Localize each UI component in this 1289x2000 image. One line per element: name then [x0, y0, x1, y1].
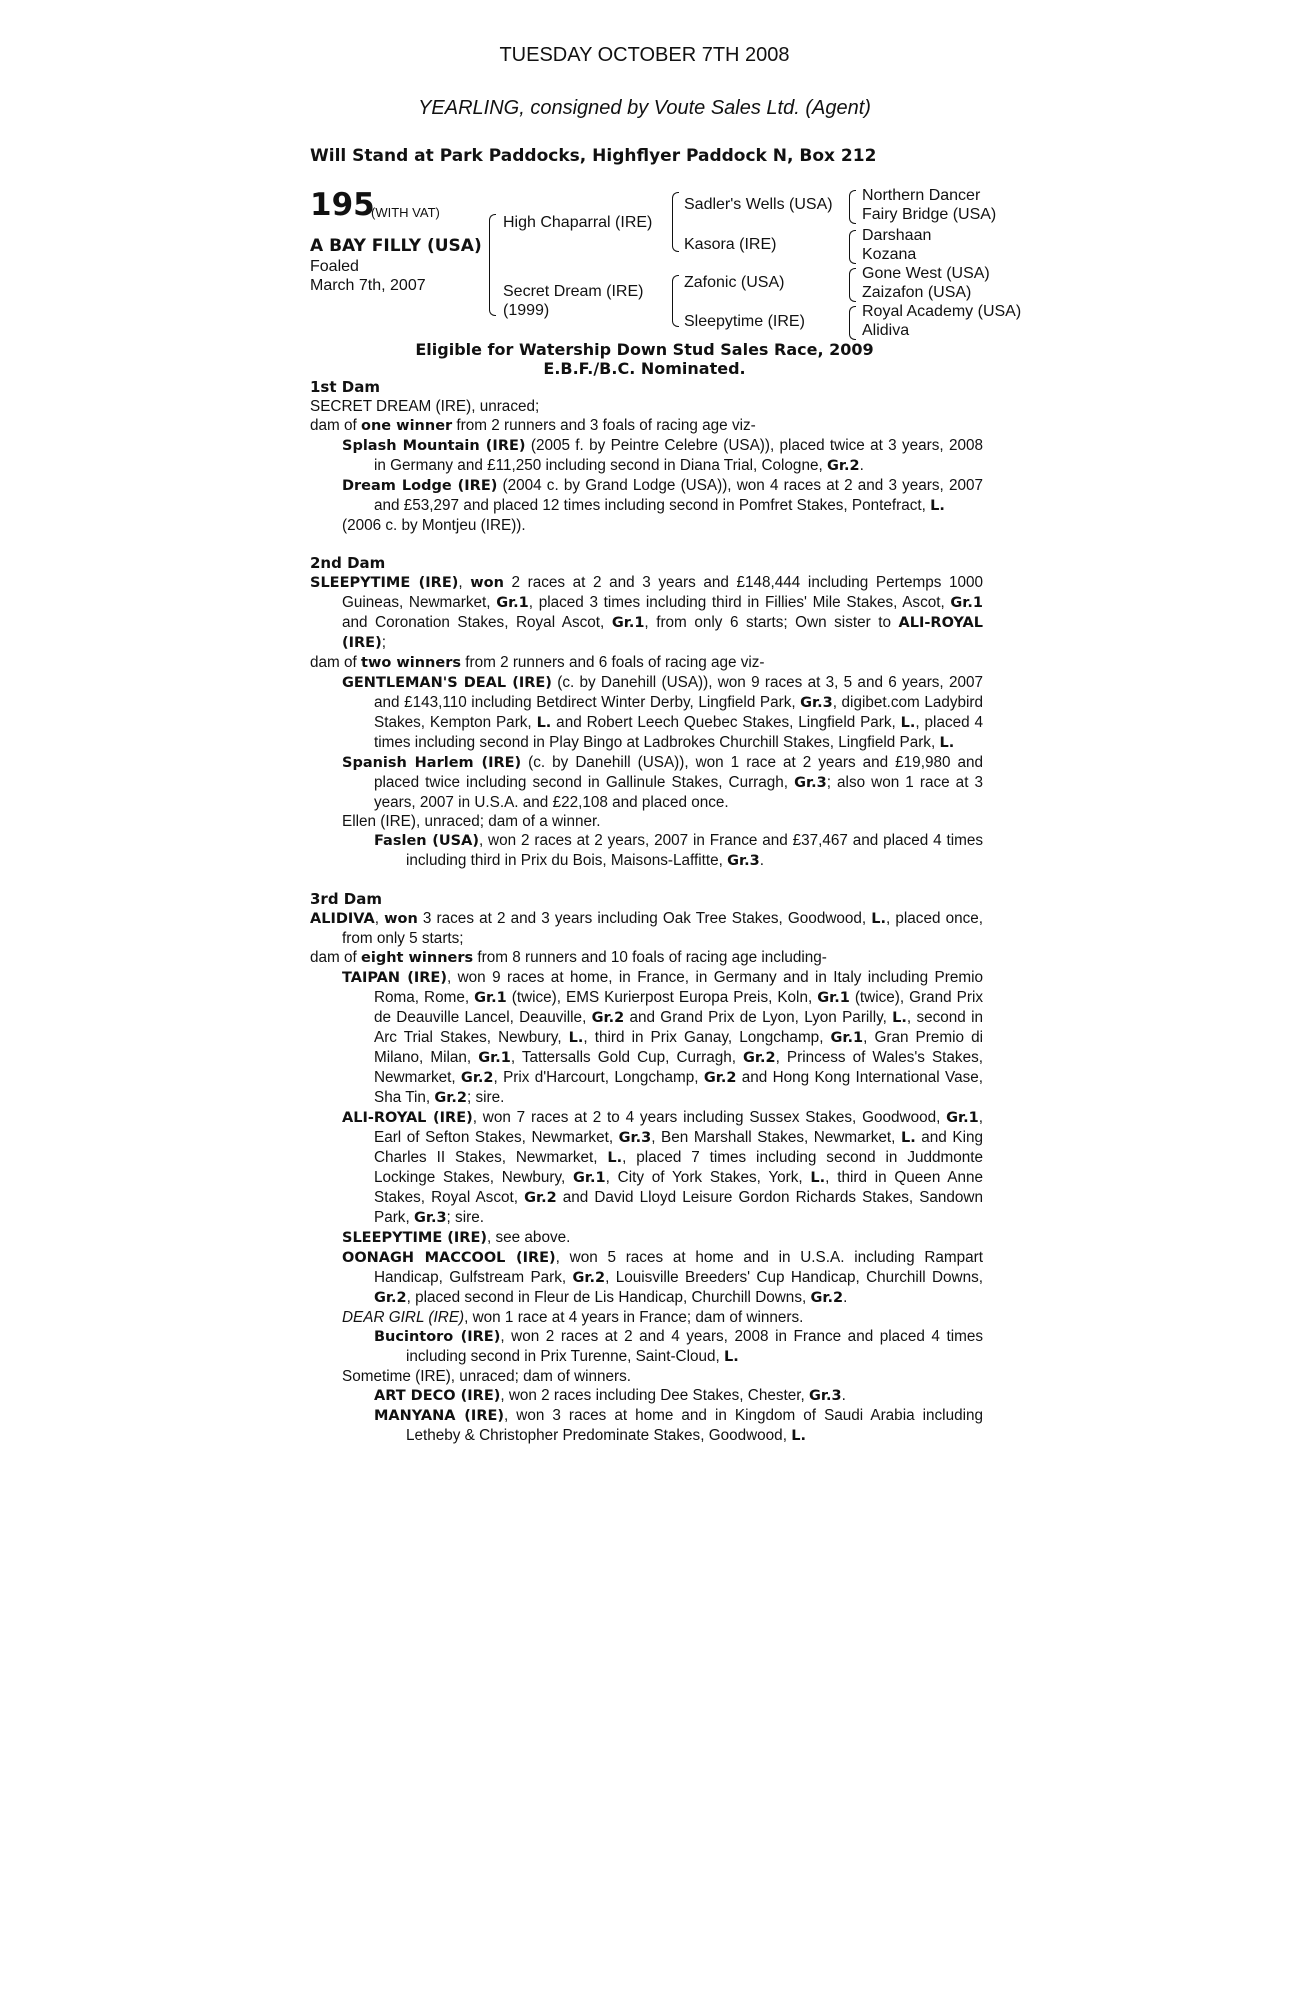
grade: L.	[536, 715, 552, 731]
grade: Gr.1	[817, 990, 850, 1006]
catalogue-body	[310, 378, 983, 1446]
horse-name: SLEEPYTIME (IRE)	[342, 1230, 488, 1246]
first-dam-name: SECRET DREAM (IRE), unraced;	[310, 398, 540, 415]
text: .	[759, 852, 764, 869]
text: and Robert Leech Quebec Stakes, Lingfield Park,	[551, 714, 901, 731]
grade: Gr.3	[727, 853, 760, 869]
eligibility-nomination: E.B.F./B.C. Nominated.	[543, 359, 746, 378]
second-dam-heading: 2nd Dam	[310, 554, 386, 572]
horse-name: OONAGH MACCOOL (IRE)	[342, 1250, 556, 1266]
text: , won 3 races at home and in Kingdom of Saudi Arabia including Letheby & Christopher Predominate Stakes, Goodwood,	[406, 1407, 984, 1444]
grade: Gr.2	[826, 458, 860, 474]
horse-name: Spanish Harlem (IRE)	[342, 755, 522, 771]
text: and Hong Kong International Vase, Sha Tin,	[374, 1069, 983, 1106]
winners-count: one winner	[361, 418, 453, 434]
horse-name: DEAR GIRL (IRE)	[342, 1309, 465, 1326]
lot-number: 195	[310, 187, 375, 223]
pedigree-brace-dam	[672, 275, 679, 327]
text: (twice), Grand Prix de Deauville Lancel, Deauville,	[374, 989, 983, 1026]
text: , won 9 races at home, in France, in Germany and in Italy including Premio Roma, Rome,	[374, 969, 984, 1006]
text: , won 7 races at 2 to 4 years including Sussex Stakes, Goodwood,	[472, 1109, 947, 1126]
won-label: won	[470, 575, 504, 591]
produce-entry	[310, 1308, 983, 1327]
pedigree-sire-sire: Sadler's Wells (USA)	[684, 196, 833, 213]
horse-name: TAIPAN (IRE)	[342, 970, 447, 986]
sale-date: TUESDAY OCTOBER 7TH 2008	[499, 44, 790, 66]
horse-name: ALI-ROYAL (IRE)	[342, 1110, 473, 1126]
horse-name: ART DECO (IRE)	[374, 1388, 501, 1404]
text: from 2 runners and 6 foals of racing age viz-	[460, 654, 765, 671]
grade: Gr.2	[374, 1290, 407, 1306]
foaled-info	[310, 257, 426, 295]
grade: L.	[900, 715, 916, 731]
grade: Gr.3	[794, 775, 827, 791]
pedigree-ds-dam: Zaizafon (USA)	[862, 284, 972, 301]
text: , won 2 races at 2 and 4 years, 2008 in France and placed 4 times including second in Prix Turenne, Saint-Cloud,	[406, 1328, 983, 1365]
grade: Gr.2	[524, 1190, 557, 1206]
won-label: won	[384, 911, 418, 927]
text: from 8 runners and 10 foals of racing age including-	[473, 949, 827, 966]
pedigree-brace-sire	[672, 192, 679, 252]
horse-name: Splash Mountain (IRE)	[342, 438, 526, 454]
produce-entry	[310, 673, 983, 753]
produce-entry	[310, 476, 983, 516]
text: 3 races at 2 and 3 years including Oak Tree Stakes, Goodwood,	[417, 910, 872, 927]
foaled-label: Foaled	[310, 258, 359, 275]
horse-name: A BAY FILLY (USA)	[310, 236, 482, 256]
text: and David Lloyd Leisure Gordon Richards Stakes, Sandown Park,	[374, 1189, 983, 1226]
pedigree-dam-sire: Zafonic (USA)	[684, 274, 785, 291]
second-dam-produce-summary	[310, 653, 983, 673]
grade: Gr.1	[573, 1170, 606, 1186]
foaled-date: March 7th, 2007	[310, 277, 426, 294]
grade: L.	[607, 1150, 623, 1166]
grade: Gr.2	[572, 1270, 606, 1286]
text: 2 races at 2 and 3 years and £148,444 including Pertemps 1000 Guineas, Newmarket,	[342, 574, 984, 611]
text: , see above.	[487, 1229, 571, 1246]
text: , Earl of Sefton Stakes, Newmarket,	[374, 1109, 983, 1146]
text: Ellen (IRE), unraced; dam of a winner.	[342, 813, 601, 830]
text: (c. by Danehill (USA)), won 9 races at 3, 5 and 6 years, 2007 and £143,110 including Betdirect Winter Derby, Lingfield Park,	[374, 674, 983, 711]
horse-name: SLEEPYTIME (IRE)	[310, 575, 459, 591]
text: , digibet.com Ladybird Stakes, Kempton Park,	[374, 694, 984, 731]
pedigree-ss-sire: Northern Dancer	[862, 187, 981, 204]
text: (twice), EMS Kurierpost Europa Preis, Koln,	[506, 989, 818, 1006]
horse-name: Faslen (USA)	[374, 833, 479, 849]
text: , won 1 race at 4 years in France; dam of winners.	[464, 1309, 804, 1326]
text: , from only 6 starts; Own sister to	[644, 614, 899, 631]
pedigree-brace-dd	[849, 306, 856, 340]
pedigree-dd-sire: Royal Academy (USA)	[862, 303, 1022, 320]
pedigree-brace-ds	[849, 268, 856, 302]
horse-name: ALI-ROYAL (IRE)	[342, 615, 983, 651]
produce-entry	[310, 753, 983, 812]
text: , won 2 races at 2 years, 2007 in France and £37,467 and placed 4 times including third in Prix du Bois, Maisons-Laffitte,	[406, 832, 983, 869]
grade: Gr.1	[611, 615, 645, 631]
grade: Gr.2	[703, 1070, 737, 1086]
produce-entry	[310, 812, 983, 831]
pedigree-sd-dam: Kozana	[862, 246, 917, 263]
text: , Gran Premio di Milano, Milan,	[374, 1029, 983, 1066]
first-dam-heading: 1st Dam	[310, 378, 380, 396]
text: , Princess of Wales's Stakes, Newmarket,	[374, 1049, 983, 1086]
text: dam of	[310, 654, 362, 671]
first-dam-produce-summary	[310, 416, 983, 436]
consignor-line: YEARLING, consigned by Voute Sales Ltd. (Agent)	[418, 97, 871, 119]
text: ;	[381, 634, 386, 651]
grade: L.	[724, 1349, 739, 1365]
vat-note: (WITH VAT)	[371, 205, 440, 220]
text: dam of	[310, 949, 362, 966]
produce-entry	[310, 1327, 983, 1367]
grade: L.	[810, 1170, 826, 1186]
text: and King Charles II Stakes, Newmarket,	[374, 1129, 983, 1166]
eligibility	[0, 340, 1289, 378]
grade: Gr.2	[743, 1050, 776, 1066]
produce-entry	[310, 1248, 983, 1308]
text: , won 2 races including Dee Stakes, Chester,	[500, 1387, 810, 1404]
text: , third in Queen Anne Stakes, Royal Ascot,	[374, 1169, 983, 1206]
text: , Ben Marshall Stakes, Newmarket,	[651, 1129, 901, 1146]
pedigree-sire-dam: Kasora (IRE)	[684, 236, 777, 253]
grade: Gr.1	[496, 595, 529, 611]
text: ; sire.	[446, 1209, 484, 1226]
produce-entry	[310, 1108, 983, 1228]
text: , Prix d'Harcourt, Longchamp,	[493, 1069, 704, 1086]
grade: L.	[892, 1010, 907, 1026]
pedigree-dam-year: (1999)	[503, 302, 550, 319]
grade: L.	[871, 911, 887, 927]
pedigree-brace-main	[489, 214, 496, 316]
produce-entry	[310, 831, 983, 871]
third-dam-heading: 3rd Dam	[310, 890, 382, 908]
text: ; sire.	[466, 1089, 505, 1106]
horse-name: Bucintoro (IRE)	[374, 1329, 501, 1345]
horse-name: ALIDIVA	[310, 911, 375, 927]
pedigree-sd-sire: Darshaan	[862, 227, 932, 244]
grade: L.	[930, 498, 945, 514]
pedigree-brace-sd	[849, 230, 856, 264]
text: , placed 4 times including second in Play Bingo at Ladbrokes Churchill Stakes, Lingfield Park,	[374, 714, 983, 751]
text: , placed second in Fleur de Lis Handicap, Churchill Downs,	[406, 1289, 811, 1306]
text: ; also won 1 race at 3 years, 2007 in U.S.A. and £22,108 and placed once.	[374, 774, 984, 811]
text: (2006 c. by Montjeu (IRE)).	[342, 517, 526, 534]
third-dam-record: ALIDIVA, won 3 races at 2 and 3 years including Oak Tree Stakes, Goodwood, L., placed once, from only 5 starts;	[310, 910, 983, 947]
grade: Gr.1	[950, 595, 983, 611]
text: and Grand Prix de Lyon, Lyon Parilly,	[624, 1009, 893, 1026]
text: , City of York Stakes, York,	[605, 1169, 811, 1186]
grade: Gr.1	[946, 1110, 979, 1126]
horse-name: MANYANA (IRE)	[374, 1408, 505, 1424]
grade: Gr.1	[478, 1050, 511, 1066]
text: and Coronation Stakes, Royal Ascot,	[342, 614, 612, 631]
produce-entry	[310, 968, 983, 1108]
third-dam-produce-summary	[310, 948, 983, 968]
text: , third in Prix Ganay, Longchamp,	[583, 1029, 831, 1046]
stand-location: Will Stand at Park Paddocks, Highflyer Paddock N, Box 212	[310, 146, 877, 166]
grade: Gr.2	[591, 1010, 625, 1026]
text: .	[841, 1387, 846, 1404]
text: (c. by Danehill (USA)), won 1 race at 2 years and £19,980 and placed twice including second in Gallinule Stakes, Curragh,	[374, 754, 983, 791]
grade: L.	[939, 735, 955, 751]
pedigree-dd-dam: Alidiva	[862, 322, 910, 339]
text: , second in Arc Trial Stakes, Newbury,	[374, 1009, 983, 1046]
winners-count: eight winners	[361, 950, 474, 966]
grade: Gr.2	[434, 1090, 467, 1106]
grade: L.	[791, 1428, 806, 1444]
grade: Gr.3	[809, 1388, 842, 1404]
grade: Gr.3	[413, 1210, 447, 1226]
horse-name: GENTLEMAN'S DEAL (IRE)	[342, 675, 552, 691]
text: .	[843, 1289, 848, 1306]
text: (2004 c. by Grand Lodge (USA)), won 4 races at 2 and 3 years, 2007 and £53,297 and placed 12 times including second in Pomfret Stakes, Pontefract,	[374, 477, 983, 514]
produce-entry: Splash Mountain (IRE) (2005 f. by Peintre Celebre (USA)), placed twice at 3 years, 2008 in Germany and £11,250 including second in Diana Trial, Cologne, Gr.2.	[342, 437, 983, 474]
pedigree-dam-dam: Sleepytime (IRE)	[684, 313, 805, 330]
text: , won 5 races at home and in U.S.A. including Rampart Handicap, Gulfstream Park,	[374, 1249, 983, 1286]
text: (2005 f. by Peintre Celebre (USA)), placed twice at 3 years, 2008 in Germany and £11,250 including second in Diana Trial, Cologne,	[374, 437, 983, 474]
text: , Louisville Breeders' Cup Handicap, Churchill Downs,	[605, 1269, 984, 1286]
grade: Gr.3	[800, 695, 833, 711]
produce-entry	[310, 1367, 983, 1386]
eligibility-race: Eligible for Watership Down Stud Sales Race, 2009	[415, 340, 874, 359]
produce-entry	[310, 1386, 983, 1406]
winners-count: two winners	[361, 655, 461, 671]
horse-name: Dream Lodge (IRE)	[342, 478, 498, 494]
grade: Gr.2	[460, 1070, 494, 1086]
text: dam of	[310, 417, 362, 434]
text: Sometime (IRE), unraced; dam of winners.	[342, 1368, 632, 1385]
grade: Gr.3	[618, 1130, 652, 1146]
produce-entry	[310, 1228, 983, 1248]
text: from 2 runners and 3 foals of racing age viz-	[452, 417, 756, 434]
text: , placed 7 times including second in Juddmonte Lockinge Stakes, Newbury,	[374, 1149, 983, 1186]
text: , placed 3 times including third in Fillies' Mile Stakes, Ascot,	[528, 594, 951, 611]
grade: Gr.1	[474, 990, 507, 1006]
text: , placed once, from only 5 starts;	[342, 910, 983, 947]
produce-entry	[310, 516, 983, 535]
grade: Gr.2	[810, 1290, 844, 1306]
grade: L.	[568, 1030, 584, 1046]
second-dam-record: SLEEPYTIME (IRE), won 2 races at 2 and 3 years and £148,444 including Pertemps 1000 Guineas, Newmarket, Gr.1, placed 3 times including third in Fillies' Mile Stakes, Ascot, Gr.1 and Coronation Stakes, Royal Ascot, Gr.1, from only 6 starts; Own sister to ALI-ROYAL (IRE);	[310, 574, 984, 651]
pedigree-ds-sire: Gone West (USA)	[862, 265, 990, 282]
produce-entry	[310, 1406, 983, 1446]
pedigree-dam: Secret Dream (IRE)	[503, 283, 644, 300]
pedigree-sire: High Chaparral (IRE)	[503, 214, 653, 231]
text: , Tattersalls Gold Cup, Curragh,	[510, 1049, 744, 1066]
pedigree-brace-ss	[849, 190, 856, 224]
pedigree-ss-dam: Fairy Bridge (USA)	[862, 206, 997, 223]
grade: Gr.1	[830, 1030, 864, 1046]
grade: L.	[900, 1130, 916, 1146]
